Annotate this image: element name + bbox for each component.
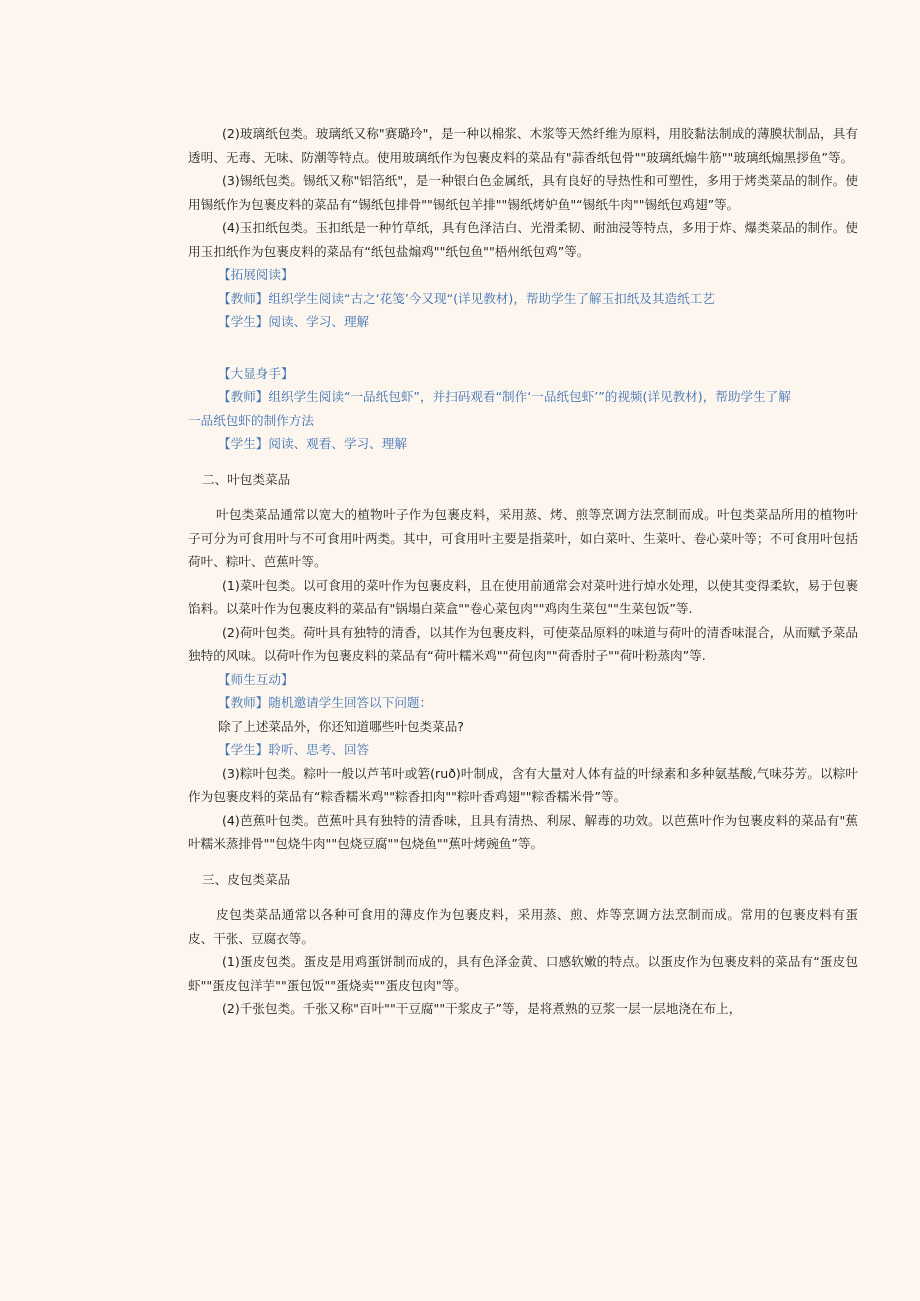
paragraph-egg-skin: (1)蛋皮包类。蛋皮是用鸡蛋饼制而成的，具有色泽金黄、口感软嫩的特点。以蛋皮作为包裹皮料的菜品有“蛋皮包虾""蛋皮包洋芋""蛋包饭""蛋烧卖""蛋皮包肉"等。: [188, 954, 858, 993]
section-label-extended-reading: 【拓展阅读】: [218, 267, 294, 282]
document-body: [188, 122, 858, 1021]
paragraph-yukou-paper: (4)玉扣纸包类。玉扣纸是一种竹草纸，具有色泽洁白、光滑柔韧、耐油浸等特点，多用于炸、爆类菜品的制作。使用玉扣纸作为包裹皮料的菜品有“纸包盐煽鸡""纸包鱼""梧州纸包鸡”等。: [188, 220, 858, 259]
paragraph-skin-intro: 皮包类菜品通常以各种可食用的薄皮作为包裹皮料，采用蒸、煎、炸等烹调方法烹制而成。常用的包裹皮料有蛋皮、干张、豆腐衣等。: [188, 907, 858, 946]
interaction-question: 除了上述菜品外，你还知道哪些叶包类菜品?: [218, 718, 464, 734]
spacer: [188, 334, 858, 362]
paragraph-vegetable-leaf: (1)菜叶包类。以可食用的菜叶作为包裹皮料，且在使用前通常会对菜叶进行焯水处理，以使其变得柔软，易于包裹馅料。以菜叶作为包裹皮料的菜品有"锅塌白菜盒""卷心菜包肉""鸡肉生菜包""生菜包饭”等.: [188, 577, 858, 616]
paragraph-cellophane: (2)玻璃纸包类。玻璃纸又称"赛璐玲"，是一种以棉浆、木浆等天然纤维为原料，用胶黏法制成的薄膜状制品，具有透明、无毒、无味、防潮等特点。使用玻璃纸作为包裹皮料的菜品有"蒜香纸包骨""玻璃纸煽牛筋""玻璃纸煽黑拶鱼”等。: [188, 126, 858, 165]
student-note-interaction: 【学生】聆听、思考、回答: [218, 742, 370, 757]
teacher-note-extended-reading: 【教师】组织学生阅读“古之‘花笺’今又现“(详见教材)，帮助学生了解玉扣纸及其造纸工艺: [218, 290, 715, 306]
paragraph-zongzi-leaf: (3)粽叶包类。粽叶一般以芦苇叶或箬(ruð)叶制成，含有大量对人体有益的叶绿素和多种氨基酸,气味芬芳。以粽叶作为包裹皮料的菜品有“粽香糯米鸡""粽香扣肉""粽叶香鸡翅""粽香糯米骨”等。: [188, 765, 858, 804]
spacer: [188, 856, 858, 868]
student-note-extended-reading: 【学生】阅读、学习、理解: [218, 314, 370, 329]
heading-skin-wrapped: 三、皮包类菜品: [202, 871, 291, 887]
paragraph-qianzhang: (2)千张包类。千张又称"百叶""干豆腐""干浆皮子”等，是将煮熟的豆浆一层一层地浇在布上，: [222, 1001, 742, 1016]
paragraph-banana-leaf: (4)芭蕉叶包类。芭蕉叶具有独特的清香味，且具有清热、利尿、解毒的功效。以芭蕉叶作为包裹皮料的菜品有"蕉叶糯米蒸排骨""包烧牛肉""包烧豆腐""包烧鱼""蕉叶烤豌鱼”等。: [188, 812, 858, 851]
teacher-note-show-skills: 【教师】组织学生阅读“一品纸包虾”，并扫码观看“制作‘一品纸包虾’”的视频(详见教材)，帮助学生了解: [218, 389, 791, 404]
teacher-note-show-skills-continued: 一品纸包虾的制作方法: [188, 412, 314, 428]
section-label-show-skills: 【大显身手】: [218, 365, 294, 381]
paragraph-tinfoil: (3)锡纸包类。锡纸又称"铝箔纸"，是一种银白色金属纸，具有良好的导热性和可塑性，多用于烤类菜品的制作。使用锡纸作为包裹皮料的菜品有“锡纸包排骨""锡纸包羊排""锡纸烤妒鱼"“锡纸牛肉""锡纸包鸡翅”等。: [188, 173, 858, 212]
paragraph-leaf-intro: 叶包类菜品通常以宽大的植物叶子作为包裹皮料，采用蒸、烤、煎等烹调方法烹制而成。叶包类菜品所用的植物叶子可分为可食用叶与不可食用叶两类。其中，可食用叶主要是指菜叶，如白菜叶、生菜叶、卷心菜叶等；不可食用叶包括荷叶、粽叶、芭蕉叶等。: [188, 507, 858, 569]
heading-leaf-wrapped: 二、叶包类菜品: [202, 471, 291, 487]
spacer: [188, 491, 858, 503]
spacer: [188, 891, 858, 903]
paragraph-lotus-leaf: (2)荷叶包类。荷叶具有独特的清香，以其作为包裹皮料，可使菜品原料的味道与荷叶的清香味混合，从而赋予菜品独特的风味。以荷叶作为包裹皮料的菜品有“荷叶糯米鸡""荷包肉""荷香肘子""荷叶粉蒸肉”等.: [188, 624, 858, 663]
teacher-note-interaction: 【教师】随机邀请学生回答以下问题：: [218, 695, 433, 710]
student-note-show-skills: 【学生】阅读、观看、学习、理解: [218, 436, 407, 451]
spacer: [188, 456, 858, 468]
section-label-interaction: 【师生互动】: [218, 671, 294, 687]
